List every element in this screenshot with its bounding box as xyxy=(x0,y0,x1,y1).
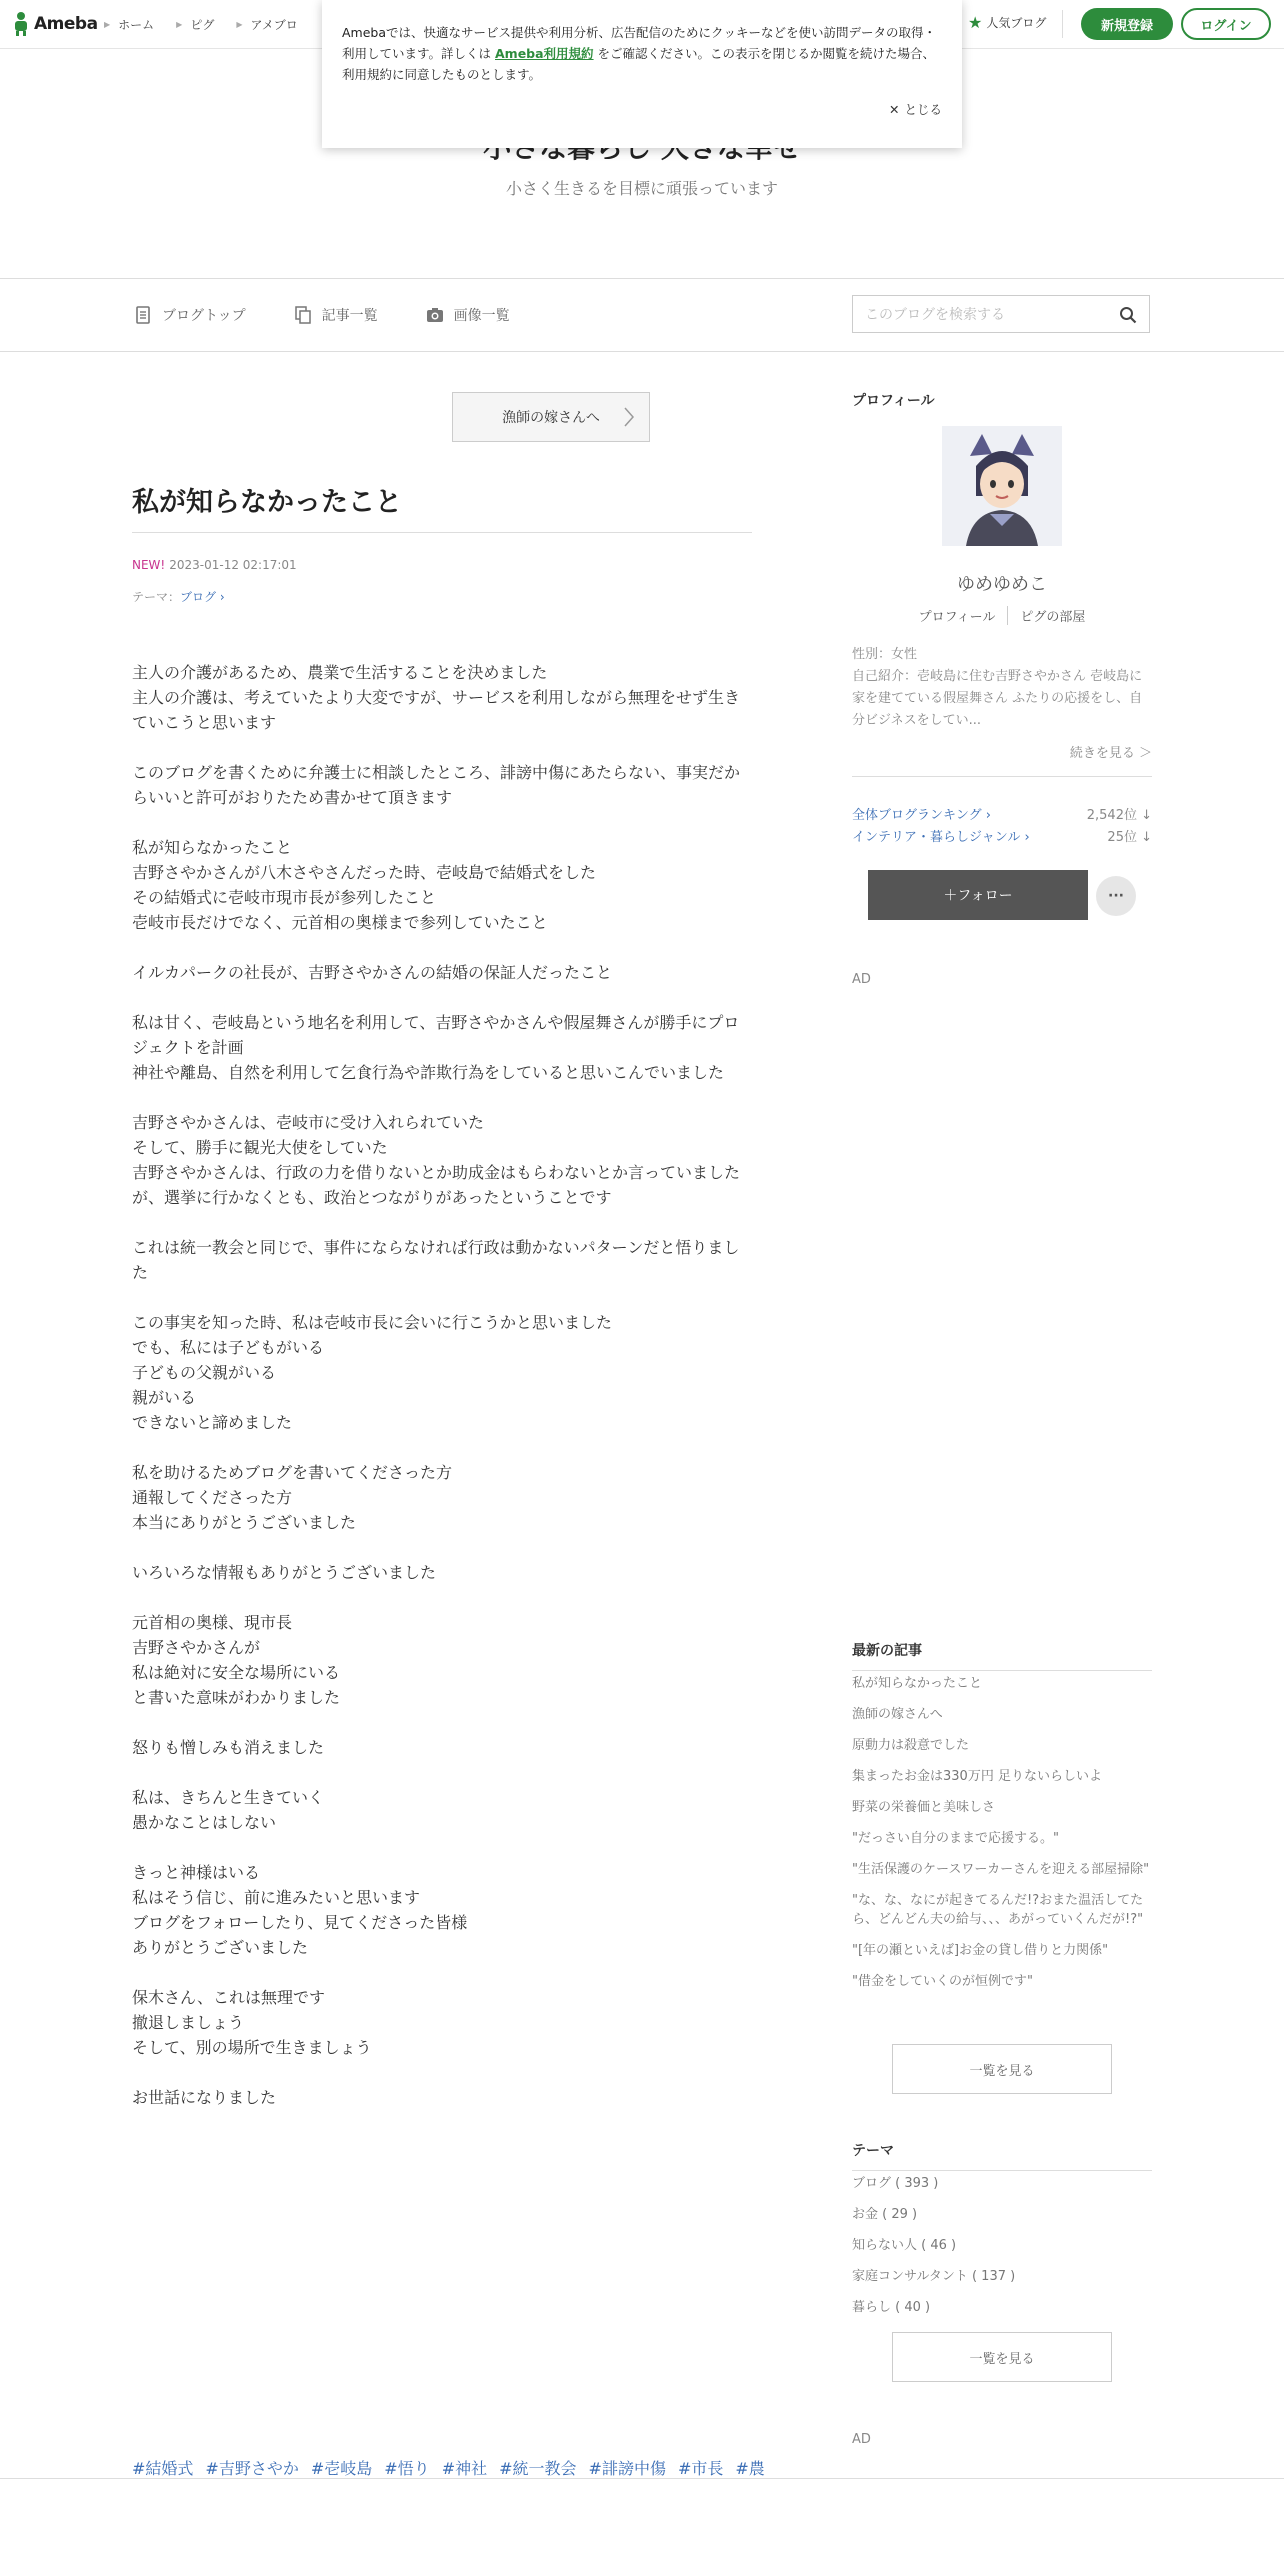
body-line: その結婚式に壱岐市現市長が参列したこと xyxy=(132,888,437,907)
theme-item-link[interactable]: ブログ ( 393 ) xyxy=(852,2176,939,2191)
recent-entry-link[interactable]: 私が知らなかったこと xyxy=(852,1676,983,1691)
theme-item-link[interactable]: 家庭コンサルタント ( 137 ) xyxy=(852,2269,1016,2284)
overall-ranking-label: 全体ブログランキング xyxy=(852,808,982,823)
body-line: 私は絶対に安全な場所にいる xyxy=(132,1663,341,1682)
nav-home-link[interactable] xyxy=(104,16,154,33)
cookie-close-label: とじる xyxy=(904,102,942,117)
body-line: これは統一教会と同じで、事件にならなければ行政は動かないパターンだと悟りました xyxy=(132,1238,740,1282)
blog-top-label: ブログトップ xyxy=(162,308,246,324)
previous-entry-label: 漁師の嫁さんへ xyxy=(502,410,600,426)
body-line: そして、別の場所で生きましょう xyxy=(132,2038,372,2057)
body-paragraph xyxy=(132,1985,752,2060)
hashtag-link[interactable]: #誹謗中傷 xyxy=(588,2459,666,2478)
recent-entry-link[interactable]: 集まったお金は330万円 足りないらしいよ xyxy=(852,1769,1102,1784)
overall-ranking-value: 2,542位 ↓ xyxy=(1086,808,1152,823)
cookie-banner xyxy=(322,0,962,148)
ameba-logo-icon xyxy=(12,11,30,37)
profile-name[interactable]: ゆめゆめこ xyxy=(957,574,1047,595)
body-line: 主人の介護は、考えていたより大変ですが、サービスを利用しながら無理をせず生きていこうと思います xyxy=(132,688,741,732)
chevron-right-icon: ▶ xyxy=(236,19,243,29)
close-icon: ✕ xyxy=(889,101,900,117)
genre-ranking-value: 25位 ↓ xyxy=(1107,830,1152,845)
profile-gender: 性別：女性 xyxy=(852,647,918,662)
body-paragraph xyxy=(132,1610,752,1710)
theme-item-link[interactable]: お金 ( 29 ) xyxy=(852,2207,918,2222)
new-badge: NEW! xyxy=(132,558,166,572)
themes-heading: テーマ xyxy=(852,2140,1152,2171)
theme-prefix: テーマ： xyxy=(132,590,181,604)
body-line: 親がいる xyxy=(132,1388,197,1407)
hashtag-link[interactable]: #結婚式 xyxy=(132,2459,194,2478)
body-line: 私はそう信じ、前に進みたいと思います xyxy=(132,1888,421,1907)
body-line: 吉野さやかさんが八木さやさんだった時、壱岐島で結婚式をした xyxy=(132,863,597,882)
ranking-row xyxy=(852,826,1152,845)
copy-icon xyxy=(294,306,312,324)
body-line: 通報してくださった方 xyxy=(132,1488,293,1507)
genre-ranking-label: インテリア・暮らしジャンル xyxy=(852,830,1021,845)
recent-entries-list xyxy=(852,1674,1152,2003)
entry-datetime: 2023-01-12 02:17:01 xyxy=(169,558,297,572)
recent-see-all-button[interactable]: 一覧を見る xyxy=(892,2044,1112,2094)
themes-see-all-button[interactable]: 一覧を見る xyxy=(892,2332,1112,2382)
image-list-label: 画像一覧 xyxy=(453,308,510,324)
body-paragraph xyxy=(132,835,752,935)
body-line: 元首相の奥様、現市長 xyxy=(132,1613,293,1632)
body-line: いろいろな情報もありがとうございました xyxy=(132,1563,437,1582)
follow-button[interactable]: ＋フォロー xyxy=(868,870,1088,920)
body-line: でも、私には子どもがいる xyxy=(132,1338,325,1357)
popular-blogs-label: 人気ブログ xyxy=(986,16,1047,30)
avatar-illustration xyxy=(942,426,1062,546)
more-options-button[interactable]: ··· xyxy=(1096,876,1136,916)
pigg-room-link[interactable]: ピグの部屋 xyxy=(1007,606,1097,625)
popular-blogs-link[interactable] xyxy=(968,14,1046,31)
theme-label: ブログ xyxy=(180,590,217,604)
theme-item-link[interactable]: 知らない人 ( 46 ) xyxy=(852,2238,957,2253)
theme-item-link[interactable]: 暮らし ( 40 ) xyxy=(852,2300,931,2315)
blog-nav xyxy=(0,278,1284,352)
profile-links xyxy=(852,606,1152,625)
body-line: 吉野さやかさんは、行政の力を借りないとか助成金はもらわないとか言っていましたが、選挙に行かなくとも、政治とつながりがあったということです xyxy=(132,1163,741,1207)
entry-meta xyxy=(132,558,297,572)
body-line: ありがとうございました xyxy=(132,1938,309,1957)
title-divider xyxy=(132,532,752,533)
body-line: ブログをフォローしたり、見てくださった皆様 xyxy=(132,1913,468,1932)
body-line: 私は甘く、壱岐島という地名を利用して、吉野さやかさんや假屋舞さんが勝手にプロジェクトを計画 xyxy=(132,1013,740,1057)
previous-entry-button[interactable] xyxy=(452,392,650,442)
body-line: 吉野さやかさんが xyxy=(132,1638,261,1657)
recent-entry-link[interactable]: "生活保護のケースワーカーさんを迎える部屋掃除" xyxy=(852,1862,1150,1877)
chevron-right-icon xyxy=(623,406,635,428)
theme-link[interactable]: ブログ › xyxy=(180,590,225,604)
body-line: 神社や離島、自然を利用して乞食行為や詐欺行為をしていると思いこんでいました xyxy=(132,1063,725,1082)
nav-ameblo-label: アメブロ xyxy=(250,17,298,32)
entry-body xyxy=(132,660,752,2135)
body-line: 私は、きちんと生きていく xyxy=(132,1788,325,1807)
body-line: 壱岐市長だけでなく、元首相の奥様まで参列していたこと xyxy=(132,913,548,932)
body-line: 撤退しましょう xyxy=(132,2013,245,2032)
recent-entry-link[interactable]: "[年の瀬といえば]お金の貸し借りと力関係" xyxy=(852,1943,1109,1958)
blog-top-link[interactable] xyxy=(134,305,246,325)
body-line: そして、勝手に観光大使をしていた xyxy=(132,1138,388,1157)
body-line: この事実を知った時、私は壱岐市長に会いに行こうかと思いました xyxy=(132,1313,613,1332)
profile-intro: 自己紹介：壱岐島に住む吉野さやかさん 壱岐島に家を建てている假屋舞さん ふたりの応援をし、自分ビジネスをしてい... xyxy=(852,669,1143,728)
cookie-text-before: Amebaでは、快適なサービス提供や利用分析、広告配信のためにクッキーなどを使い訪問データの取得・利用しています。詳しくは xyxy=(342,25,937,61)
recent-entry-link[interactable]: 漁師の嫁さんへ xyxy=(852,1707,943,1722)
body-paragraph xyxy=(132,660,752,735)
ameba-logo-text: Ameba xyxy=(34,14,98,34)
profile-more-link[interactable]: 続きを見る ＞ xyxy=(1069,746,1152,761)
cookie-close-button[interactable] xyxy=(889,100,942,118)
recent-entry-link[interactable]: "借金をしていくのが恒例です" xyxy=(852,1974,1033,1989)
recent-entry-link[interactable]: 原動力は殺意でした xyxy=(852,1738,970,1753)
nav-pigg-link[interactable] xyxy=(176,16,214,33)
entry-theme xyxy=(132,588,225,605)
body-line: 主人の介護があるため、農業で生活することを決めました xyxy=(132,663,548,682)
hashtag-link[interactable]: #農 xyxy=(735,2459,765,2478)
body-line: と書いた意味がわかりました xyxy=(132,1688,341,1707)
entry-title: 私が知らなかったこと xyxy=(132,487,402,518)
profile-divider xyxy=(852,776,1152,777)
themes-list xyxy=(852,2174,1152,2329)
blog-description: 小さく生きるを目標に頑張っています xyxy=(505,179,778,198)
body-line: できないと諦めました xyxy=(132,1413,293,1432)
overall-ranking-link[interactable]: 全体ブログランキング › xyxy=(852,808,991,823)
profile-heading: プロフィール xyxy=(852,393,935,409)
body-paragraph xyxy=(132,1110,752,1210)
hashtag-link[interactable]: #壱岐島 xyxy=(310,2459,373,2478)
genre-ranking-link[interactable]: インテリア・暮らしジャンル › xyxy=(852,830,1030,845)
camera-icon xyxy=(426,306,444,324)
entry-list-link[interactable] xyxy=(294,305,378,325)
body-line: 怒りも憎しみも消えました xyxy=(132,1738,325,1757)
body-line: 愚かなことはしない xyxy=(132,1813,277,1832)
body-paragraph xyxy=(132,1560,752,1585)
hashtag-link[interactable]: #吉野さやか xyxy=(205,2459,299,2478)
profile-info xyxy=(852,644,1152,732)
body-line: 保木さん、これは無理です xyxy=(132,1988,325,2007)
ameba-logo[interactable] xyxy=(12,10,98,38)
body-paragraph xyxy=(132,1460,752,1535)
recent-entry-link[interactable]: "な、な、なにが起きてるんだ!?おまた温活してたら、どんどん夫の給与、、、あがっていくんだが!?" xyxy=(852,1893,1144,1927)
body-line: お世話になりました xyxy=(132,2088,277,2107)
ad-label: AD xyxy=(852,972,871,987)
ranking-row xyxy=(852,804,1152,823)
signup-button[interactable]: 新規登録 xyxy=(1081,8,1173,40)
body-line: 私が知らなかったこと xyxy=(132,838,293,857)
body-paragraph xyxy=(132,2085,752,2110)
search-icon[interactable] xyxy=(1119,306,1137,324)
profile-link[interactable]: プロフィール xyxy=(918,610,996,625)
body-paragraph xyxy=(132,1010,752,1085)
body-paragraph xyxy=(132,1235,752,1285)
chevron-right-icon: ▶ xyxy=(176,19,183,29)
login-button[interactable]: ログイン xyxy=(1181,8,1271,40)
hashtag-link[interactable]: #統一教会 xyxy=(499,2459,577,2478)
body-line: 吉野さやかさんは、壱岐市に受け入れられていた xyxy=(132,1113,485,1132)
body-paragraph xyxy=(132,1860,752,1960)
ad-label: AD xyxy=(852,2432,871,2447)
body-line: 私を助けるためブログを書いてくださった方 xyxy=(132,1463,453,1482)
header-divider xyxy=(1062,10,1063,38)
body-line: このブログを書くために弁護士に相談したところ、誹謗中傷にあたらない、事実だからいいと許可がおりたため書かせて頂きます xyxy=(132,763,741,807)
nav-ameblo-link[interactable] xyxy=(236,16,297,33)
nav-home-label: ホーム xyxy=(118,17,155,32)
bottom-divider xyxy=(0,2478,1284,2479)
cookie-text-after: をご確認ください。この表示を閉じるか閲覧を続けた場合、利用規約に同意したものとします。 xyxy=(342,46,936,82)
blog-search-input[interactable] xyxy=(863,304,1107,326)
chevron-right-icon: ▶ xyxy=(104,19,111,29)
nav-pigg-label: ピグ xyxy=(190,17,215,32)
hashtag-link[interactable]: #神社 xyxy=(441,2459,488,2478)
document-icon xyxy=(134,306,152,324)
avatar[interactable] xyxy=(942,426,1062,546)
cookie-message xyxy=(342,22,942,85)
entry-list-label: 記事一覧 xyxy=(321,308,378,324)
hashtag-link[interactable]: #市長 xyxy=(677,2459,724,2478)
body-paragraph xyxy=(132,960,752,985)
star-icon: ★ xyxy=(968,12,983,32)
recent-entry-link[interactable]: 野菜の栄養価と美味しさ xyxy=(852,1800,996,1815)
body-line: 子どもの父親がいる xyxy=(132,1363,277,1382)
global-nav-links xyxy=(104,0,298,48)
body-line: イルカパークの社長が、吉野さやかさんの結婚の保証人だったこと xyxy=(132,963,613,982)
body-paragraph xyxy=(132,1310,752,1435)
hashtag-link[interactable]: #悟り xyxy=(384,2459,430,2478)
body-paragraph xyxy=(132,1735,752,1760)
blog-search-box xyxy=(852,295,1150,333)
body-paragraph xyxy=(132,760,752,810)
image-list-link[interactable] xyxy=(426,305,510,325)
recent-entries-heading: 最新の記事 xyxy=(852,1640,1152,1671)
body-line: 本当にありがとうございました xyxy=(132,1513,357,1532)
terms-link[interactable]: Ameba利用規約 xyxy=(495,46,594,61)
recent-entry-link[interactable]: "だっさい自分のままで応援する。" xyxy=(852,1831,1059,1846)
body-paragraph xyxy=(132,1785,752,1835)
body-line: きっと神様はいる xyxy=(132,1863,261,1882)
